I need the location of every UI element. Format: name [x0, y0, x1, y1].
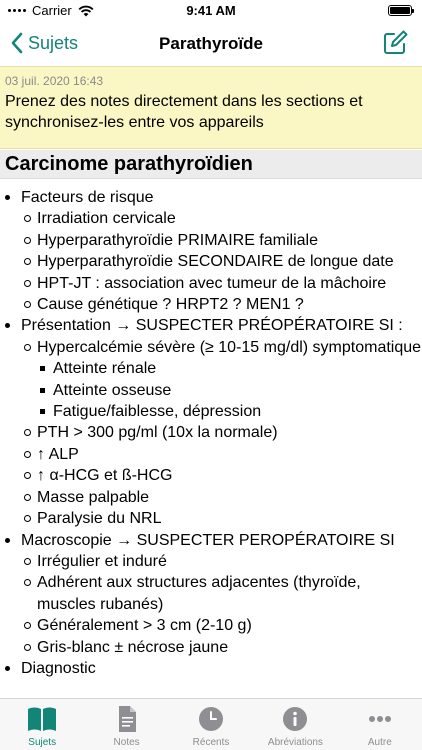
content-outline [0, 187, 422, 679]
list-item-label: Macroscopie → SUSPECTER PEROPÉRATOIRE SI [21, 531, 395, 549]
list-item: Gris-blanc ± nécrose jaune [21, 637, 422, 658]
status-time: 9:41 AM [186, 3, 236, 18]
list-item: ↑ ALP [21, 444, 422, 465]
list-item: Masse palpable [21, 487, 422, 508]
clock-icon [196, 705, 226, 733]
list-item-label: Hypercalcémie sévère (≥ 10-15 mg/dl) symptomatique [37, 338, 422, 356]
tab-sujets[interactable] [0, 699, 84, 750]
list-item: Adhérent aux structures adjacentes (thyroïde, muscles rubanés) [21, 572, 422, 615]
list-item: Hyperparathyroïdie SECONDAIRE de longue date [21, 251, 422, 272]
list-item: ↑ α-HCG et ß-HCG [21, 465, 422, 486]
list-item [21, 337, 422, 423]
note-text: Prenez des notes directement dans les sections et synchronisez-les entre vos appareils [5, 93, 363, 131]
list-item-label: Facteurs de risque [21, 189, 154, 206]
list-item [0, 658, 422, 679]
back-label: Sujets [28, 32, 79, 53]
sub-sub-list [37, 358, 422, 422]
sub-list [21, 337, 422, 530]
list-item: Irrégulier et induré [21, 551, 422, 572]
tab-label: Notes [113, 737, 140, 748]
nav-bar [0, 22, 422, 66]
carrier-label: Carrier [32, 3, 72, 18]
note-date: 03 juil. 2020 16:43 [5, 74, 104, 88]
list-item: Atteinte rénale [37, 358, 422, 379]
list-item: Généralement > 3 cm (2-10 g) [21, 615, 422, 636]
tab-label: Abréviations [267, 737, 323, 748]
list-item: Cause génétique ? HRPT2 ? MEN1 ? [21, 294, 422, 315]
note-banner[interactable] [0, 66, 422, 149]
tab-abreviations[interactable] [253, 699, 337, 750]
list-item: Paralysie du NRL [21, 508, 422, 529]
list-item: HPT-JT : association avec tumeur de la mâchoire [21, 273, 422, 294]
list-item: Fatigue/faiblesse, dépression [37, 401, 422, 422]
section-title: Carcinome parathyroïdien [0, 150, 422, 179]
page-title: Parathyroïde [159, 34, 263, 53]
list-item-label: Diagnostic [21, 659, 96, 677]
tab-recents[interactable] [169, 699, 253, 750]
list-item-label: Présentation → SUSPECTER PRÉOPÉRATOIRE SI : [21, 317, 403, 335]
sub-list [21, 208, 422, 315]
book-icon [27, 705, 57, 733]
sub-list [21, 551, 422, 658]
outline-list [0, 187, 422, 679]
list-item: Irradiation cervicale [21, 208, 422, 229]
tab-label: Récents [192, 737, 230, 748]
list-item: Hyperparathyroïdie PRIMAIRE familiale [21, 230, 422, 251]
status-bar [0, 0, 422, 22]
tab-label: Sujets [28, 737, 57, 748]
tab-autre[interactable] [338, 699, 422, 750]
tab-bar [0, 698, 422, 750]
compose-icon[interactable] [382, 30, 408, 56]
document-icon [112, 705, 142, 733]
info-icon [280, 705, 310, 733]
tab-notes[interactable] [84, 699, 168, 750]
list-item [0, 187, 422, 315]
battery-icon [388, 5, 412, 16]
list-item [0, 530, 422, 658]
list-item: PTH > 300 pg/ml (10x la normale) [21, 422, 422, 443]
tab-label: Autre [367, 737, 392, 748]
list-item: Atteinte osseuse [37, 380, 422, 401]
list-item [0, 315, 422, 529]
more-icon [365, 705, 395, 733]
